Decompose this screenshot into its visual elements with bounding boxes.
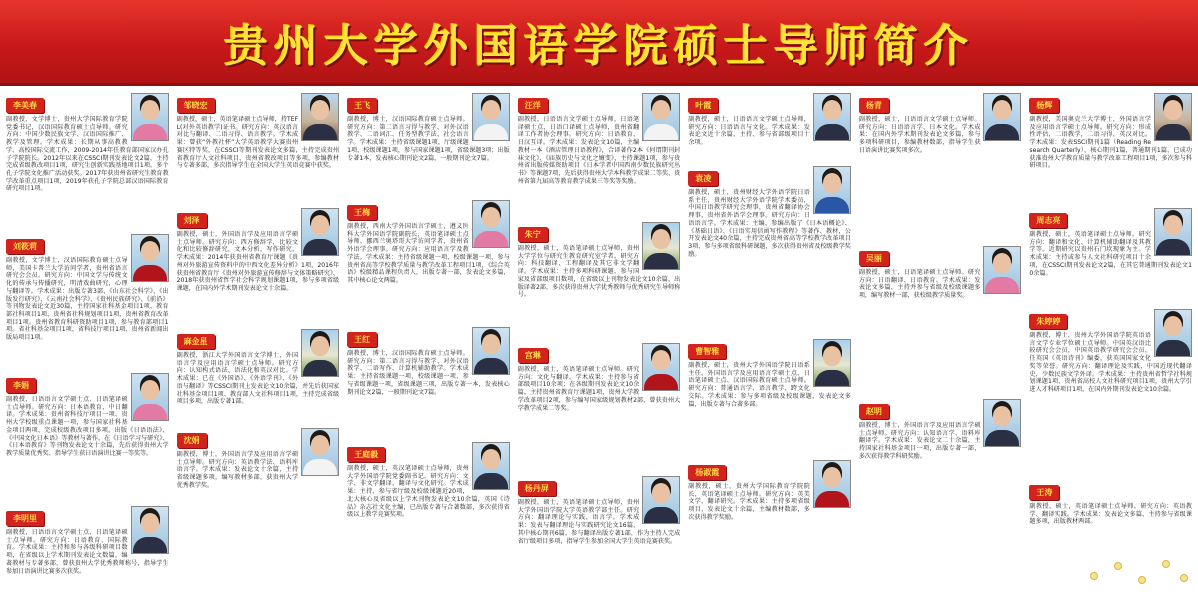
advisor-photo bbox=[642, 343, 680, 391]
advisor-photo bbox=[301, 93, 339, 141]
advisor-card bbox=[175, 327, 342, 423]
advisor-bio: 副教授，硕士，日语笔译硕士点导师。研究方向：日语翻译、日语教育。学术成果：发表论文多篇，主持并参与省级及校级课题多项，编写教材一部，获校级教学质量奖。 bbox=[858, 269, 981, 300]
advisor-photo bbox=[131, 506, 169, 554]
advisor-card bbox=[516, 220, 683, 338]
advisor-bio: 副教授，博士，外国语言学及应用语言学硕士点导师。研究方向：认知语言学、语料库翻译学。学术成果：发表论文二十余篇，主持国家社科基金项目一项，出版专著一部，多次获得教学科研奖励。 bbox=[858, 422, 981, 460]
page-title: 贵州大学外国语学院硕士导师简介 bbox=[224, 20, 974, 72]
advisor-bio: 副教授，博士，汉语国际教育硕士点导师。研究方向：第二语言习得与教学、对外汉语教学、二语写作、计算机辅助教学。学术成果：主持省级课题一项，校级课题一项，参与省级课题一项，省级课题三项，出版专著一本，发表核心期刊论文2篇，一般期刊论文7篇。 bbox=[347, 350, 510, 396]
advisor-bio: 副教授，博士，汉语国际教育硕士点导师。研究方向：第二语言习得与教学、对外汉语教学、二语词汇、任务型教学法、社会语言学。学术成果：主持省级课题1项，厅级课题1项，校级课题1项，参与国家课题1项，省级课题3项；出版专著1本，发表核心期刊论文2篇，一般期刊论文7篇。 bbox=[347, 116, 510, 162]
advisor-photo bbox=[642, 222, 680, 270]
advisor-photo bbox=[301, 428, 339, 476]
advisor-photo bbox=[472, 200, 510, 248]
advisor-card bbox=[516, 341, 683, 471]
advisor-name: 曹智雅 bbox=[688, 344, 726, 359]
advisor-bio: 副教授，博士，贵州大学外国语学院英语语言文学专业学位硕士点导师。中国英汉语比较研究会会员，中国英语教学研究会会员，任英国《英语诗刊》编委，获英国国家文化奖等荣誉。研究方向：翻译理论及实践，中国近现代翻译史，少数民族文学外译。学术成果：主持贵州省哲学社科规划课题1项，贵州省高校人文社科研究项目1项，贵州大学引进人才科研项目1项，在国内外期刊发表论文10余篇。 bbox=[1029, 332, 1192, 393]
advisor-name: 李娟 bbox=[6, 378, 36, 393]
advisor-photo bbox=[301, 329, 339, 377]
advisor-card bbox=[4, 232, 171, 368]
advisor-bio: 副教授，博士，外国语言学及应用语言学硕士点导师。研究方向：英语教学法、语料库语言学。学术成果：发表论文十余篇，主持省级课题多项，编写教材多部，获贵州大学优秀教学奖。 bbox=[176, 451, 299, 489]
column-3 bbox=[345, 91, 512, 596]
advisor-name: 麻金星 bbox=[177, 334, 215, 349]
title-banner bbox=[0, 0, 1198, 86]
advisor-card bbox=[345, 440, 512, 590]
advisor-card bbox=[1027, 478, 1194, 558]
advisor-card bbox=[1027, 206, 1194, 304]
column-5 bbox=[686, 91, 853, 596]
advisor-card bbox=[175, 206, 342, 324]
advisor-photo bbox=[1154, 208, 1192, 256]
advisor-name: 刘泽 bbox=[177, 213, 207, 228]
advisor-bio: 副教授，硕士，英语笔译硕士点导师，贵州大学学位与研究生教育研究室学者。研究方向：科技翻译、工程翻译及其它非文学翻译。学术成果：主持多项科研课题，参与国家及省部级项目数项，在省级以上刊物发表论文10余篇，出版译著2部，多次获得贵州大学优秀教师与优秀研究生导师称号。 bbox=[517, 245, 681, 299]
advisor-photo bbox=[472, 93, 510, 141]
advisor-bio: 副教授，西南大学外国语言学硕士，遵义医科大学外国语学院副院长，英语笔译硕士点导师，挪西兰奥塔哥大学访问学者，贵州省外语学会理事。研究方向：应用语言学及教学法。学术成果：主持省级课题一项，校级课题一项，参与贵州省高等学校教学质量与教学改革工程项目1项，《综合英语》校级精品课程负责人，出版专著一部，发表论文多篇，其中核心论文两篇。 bbox=[347, 223, 510, 284]
advisor-photo bbox=[983, 399, 1021, 447]
advisor-card bbox=[686, 164, 853, 334]
advisor-bio: 副教授，硕士，外国语言学及应用语言学硕士点导师。研究方向：西方修辞学，比较文化和比较修辞研究，文本分析，写作研究。学术成果：2014年获贵州省教育厅课题《贵州对外旅游宣传资料中的中西文化差异分析》1项，2016年获贵州省教育厅《贵州对外旅游宣传修辞与文体策略研究》，2018年获贵州省哲学社会科学规划课题1项，参与多项省级课题，在国内外学术期刊发表论文十余篇。 bbox=[176, 231, 340, 292]
advisor-name: 杨丹屏 bbox=[518, 481, 556, 496]
advisor-card bbox=[516, 91, 683, 217]
advisor-card bbox=[1027, 91, 1194, 203]
advisor-bio: 副教授，硕士，日语语言文学硕士点导师，研究方向：日语语言与文化。学术成果：发表论文近十余篇，主持、参与省部级项目十余项。 bbox=[688, 116, 810, 147]
advisor-photo bbox=[813, 460, 851, 508]
advisor-card bbox=[345, 91, 512, 195]
advisor-bio: 副教授，文学博士，汉语国际教育硕士点导师，美国卡普兰大学访问学者，贵州省语言研究会会员。研究方向：中国文学与传统文化的传承与传播研究，明清戏曲研究，心理与翻译等。学术成果：出版专著3部、《山东社会科学》、《出版发行研究》、《云南社会科学》、《贵州民族研究》、《前沿》等刊物发表论文近30篇，主持国家社科基金项目1项、教育部社科项目1项、贵州省社科规划项目1项，贵州省教育改革项目1项。贵州省教育科研资助项目1项，参与教育部项目1项。省社科基金项目1项、省科技厅项目1项、贵州省新闻出版局项目1项。 bbox=[6, 257, 169, 342]
advisor-bio: 副教授，浙江大学外国语言文学博士，外国语言学及应用语言学硕士点导师。研究方向：认知构式语法、语法化和英汉对比。学术成果：已在《外国语》、《外语学刊》、《外语与翻译》等CSSCI期刊上发表论文10余篇，并先后获国家社科基金项目1项、教育部人文社科项目1项，主持完成省级项目多项，出版专著1部。 bbox=[176, 352, 340, 406]
advisor-board bbox=[0, 89, 1198, 596]
advisor-photo bbox=[131, 93, 169, 141]
advisor-bio: 副教授，硕士，贵州大学外国语学院日语系主任，外国语言学及应用语言学硕士点、日语笔译硕士点、汉语国际教育硕士点导师。研究方向：普通语言学、语言教学、跨文化交际。学术成果：参与多项省级及校级课题，发表论文多篇，出版专著与合著多部。 bbox=[688, 362, 851, 408]
advisor-card bbox=[857, 91, 1024, 241]
advisor-name: 王红 bbox=[347, 332, 377, 347]
advisor-name: 吴丽 bbox=[859, 251, 889, 266]
advisor-photo bbox=[642, 93, 680, 141]
advisor-photo bbox=[813, 339, 851, 387]
advisor-bio: 副教授，日语语言文学硕士点、日语笔译硕士点导师。研究方向：日语教育、国际教育。学术成果：主持和参与各级科研项目数项，在省级以上学术期刊发表论文数篇，编著教材与专著多部，曾获贵州大学优秀教师称号，指导学生参加日语演讲比赛多次获奖。 bbox=[6, 529, 169, 575]
advisor-card bbox=[345, 198, 512, 322]
advisor-bio: 副教授，硕士，日语语言文学硕士点导师。研究方向：日语语言学、日本文化。学术成果：在国内外学术期刊发表论文多篇，参与多项科研项目，参编教材数部，指导学生获日语演讲比赛奖项多次。 bbox=[858, 116, 981, 154]
advisor-card bbox=[516, 474, 683, 590]
advisor-photo bbox=[813, 166, 851, 214]
advisor-photo bbox=[1154, 309, 1192, 357]
column-4 bbox=[516, 91, 683, 596]
advisor-bio: 副教授，硕士，英语笔译硕士点导师，持TEFL(对外英语教学)证书。研究方向：英汉语言对比与翻译、二语习得、语言教学。学术成果：曾获“外教社杯”大学英语教学大赛贵州赛区特等奖，在CSSCI等期刊发表论文多篇，主持完成贵州省教育厅人文社科项目、贵州省教改项目等多项，参编教材与专著多部，多次指导学生在全国大学生英语竞赛中获奖。 bbox=[176, 116, 340, 170]
advisor-photo bbox=[472, 442, 510, 490]
advisor-name: 杨辉 bbox=[1029, 98, 1059, 113]
column-1 bbox=[4, 91, 171, 596]
column-6 bbox=[857, 91, 1024, 596]
advisor-photo bbox=[301, 208, 339, 256]
advisor-name: 邹晓宏 bbox=[177, 98, 215, 113]
advisor-name: 袁凌 bbox=[688, 171, 718, 186]
advisor-name: 叶霞 bbox=[688, 98, 718, 113]
advisor-name: 沈娟 bbox=[177, 433, 207, 448]
advisor-name: 朱婷婷 bbox=[1029, 314, 1067, 329]
flower-decoration bbox=[1084, 552, 1194, 592]
advisor-photo bbox=[983, 93, 1021, 141]
advisor-bio: 副教授，硕士，贵州财经大学外语学院日语系主任，贵州财经大学外语学院学术委员，中国日语教学研究会理事，贵州省翻译协会理事，贵州省外语学会理事。研究方向：日语语言学。学术成果：主编、参编出版了《日本语概论》、《基础日语》、《日语实用信函写作教程》等著作、教材，公开发表论文40余篇，主持完成贵州省高等学校教学改革项目3项，参与多项省级科研课题，多次获得贵州省及校级教学奖励。 bbox=[688, 189, 851, 258]
advisor-card bbox=[4, 371, 171, 501]
advisor-photo bbox=[642, 476, 680, 524]
advisor-bio: 副教授，硕士，英语笔译硕士点导师，贵州大学外国语学院大学英语教学部主任。研究方向：翻译理论与实践、语言学。学术成果：发表与翻译理论与实践研究论文16篇，其中核心期刊6篇，参与翻译出版专著1部，作为主持人完成省厅级项目多项，指导学生参加全国大学生英语竞赛获奖。 bbox=[517, 499, 681, 545]
advisor-name: 赵明 bbox=[859, 404, 889, 419]
advisor-card bbox=[345, 325, 512, 437]
advisor-card bbox=[686, 458, 853, 590]
advisor-card bbox=[4, 91, 171, 229]
advisor-bio: 副教授，硕士，贵州大学国际教育学院院长，英语笔译硕士点导师。研究方向：英美文学、翻译研究。学术成果：主持多项省级项目，发表论文十余篇，主编教材数部，多次获得教学奖励。 bbox=[688, 483, 810, 521]
advisor-name: 李美春 bbox=[6, 98, 44, 113]
advisor-card bbox=[686, 91, 853, 161]
column-7 bbox=[1027, 91, 1194, 596]
advisor-name: 汪洋 bbox=[518, 98, 548, 113]
advisor-name: 杨淑霞 bbox=[688, 465, 726, 480]
advisor-photo bbox=[813, 93, 851, 141]
advisor-name: 王梅 bbox=[347, 205, 377, 220]
advisor-card bbox=[1027, 307, 1194, 475]
column-2 bbox=[175, 91, 342, 596]
advisor-card bbox=[175, 91, 342, 203]
advisor-name: 杨青 bbox=[859, 98, 889, 113]
advisor-bio: 副教授，文学博士，贵州大学国际教育学院党委书记，汉语国际教育硕士点导师。研究方向：中国少数民族文学、汉语国际推广、教学及管理。学术成果：长期从事高教教学、高校国际交流工作，2009-2014年任教育部国家汉办孔子学院院长。2012年以来在CSSCI期刊发表论文2篇，主持完成省级教改项目1项，研究生创新实践基地项目1项。多个孔子学院文化推广活动获奖。2017年获贵州省研究生教育教学改革重点项目1项，2019年获孔子学院总部汉语国际教育研究项目1项。 bbox=[6, 116, 169, 193]
advisor-photo bbox=[1154, 93, 1192, 141]
advisor-photo bbox=[472, 327, 510, 375]
advisor-name: 王涛 bbox=[1029, 485, 1059, 500]
advisor-name: 王庭毅 bbox=[347, 447, 385, 462]
advisor-bio: 副教授，日语语言文学硕士点、日语笔译硕士点导师。研究方向：日本语教育、中日翻译。学术成果：贵州省科技厅项目一项、贵州大学校级重点课题一项，参与国家社科基金项目两项、完成校级教改项目多项。出版《日语语法》、《中国文化日本语》等教材与著作。在《日语学习与研究》、《日本语教育》等刊物发表论文十余篇，先后获得贵州大学教学质量优秀奖、指导学生获日语演讲比赛一等奖等。 bbox=[6, 396, 169, 457]
advisor-bio: 副教授，硕士，英语笔译硕士点导师。研究方向：英语教学、翻译实践。学术成果：发表论文多篇，主持参与省级课题多项，出版教材两部。 bbox=[1029, 503, 1192, 526]
advisor-bio: 副教授，硕士，英语笔译硕士点导师。研究方向：翻译和文化、计算机辅助翻译及其教学等。近期研究以贵州石门坎现象为主。学术成果：主持或参与人文社科研究项目十余项，在CSSCI期刊发表论文2篇，在其它普通期刊发表论文10余篇。 bbox=[1029, 231, 1192, 277]
advisor-name: 刘筱莉 bbox=[6, 239, 44, 254]
advisor-bio: 副教授，硕士，英语笔译硕士点导师。研究方向：文化与翻译。学术成果：主持参与省部级项目10余项；在各级期刊发表论文10余篇。主持贵州省教育厅课题1项，贵州大学教学改革项目2项，参与编写国家级规划教材2部，曾获贵州大学教学成果二等奖。 bbox=[517, 366, 681, 412]
advisor-card bbox=[4, 504, 171, 594]
advisor-bio: 副教授，美国奥克兰大学博士，外国语言学及应用语言学硕士点导师。研究方向：形成性评估，二语教学，二语习得，英汉对比。学术成果：发表SSCI期刊1篇（Reading Research Quarterly），核心期刊1篇，普通期刊1篇，已成功获准贵州大学教育质量与教学改革工程项目1项，多次参与科研项目。 bbox=[1029, 116, 1192, 170]
advisor-bio: 副教授，硕士，英汉笔译硕士点导师，贵州大学外国语学院党委副书记。研究方向：文学、非文学翻译、翻译与文化研究。学术成果：主持、参与省厅级及校级课题近20项，北大核心及省级以上学术刊物发表论文10余篇，英国《诗品》杂志社文化主编，已出版专著与合著数部，多次获得省级以上教学竞赛奖项。 bbox=[347, 465, 510, 519]
advisor-name: 王飞 bbox=[347, 98, 377, 113]
advisor-name: 朱宁 bbox=[518, 227, 548, 242]
advisor-card bbox=[686, 337, 853, 455]
advisor-photo bbox=[131, 373, 169, 421]
advisor-name: 李明里 bbox=[6, 511, 44, 526]
advisor-bio: 副教授，日语语言文学硕士点导师，日语笔译硕士点、日语口译硕士点导师，贵州省翻译工作者协会理事。研究方向：日语教育、日汉互译。学术成果：发表论文10篇，主编教材一本《酒店管理日语教程》，合译著作2本《何谓期刊封袜文化》、《庙族历史与文化之嬗变》，主持课题1项，参与贵州省出版传媒资助项目《日本学者中国西南少数民族研究丛书》等课题7项，先后获得贵州大学本科教学成果二等奖，贵州省第九届高等教育教学成果三等奖等奖励。 bbox=[517, 116, 681, 185]
advisor-name: 周志亮 bbox=[1029, 213, 1067, 228]
advisor-photo bbox=[131, 234, 169, 282]
advisor-photo bbox=[983, 246, 1021, 294]
advisor-card bbox=[175, 426, 342, 586]
advisor-card bbox=[857, 244, 1024, 394]
advisor-name: 宫琳 bbox=[518, 348, 548, 363]
advisor-card bbox=[857, 397, 1024, 587]
